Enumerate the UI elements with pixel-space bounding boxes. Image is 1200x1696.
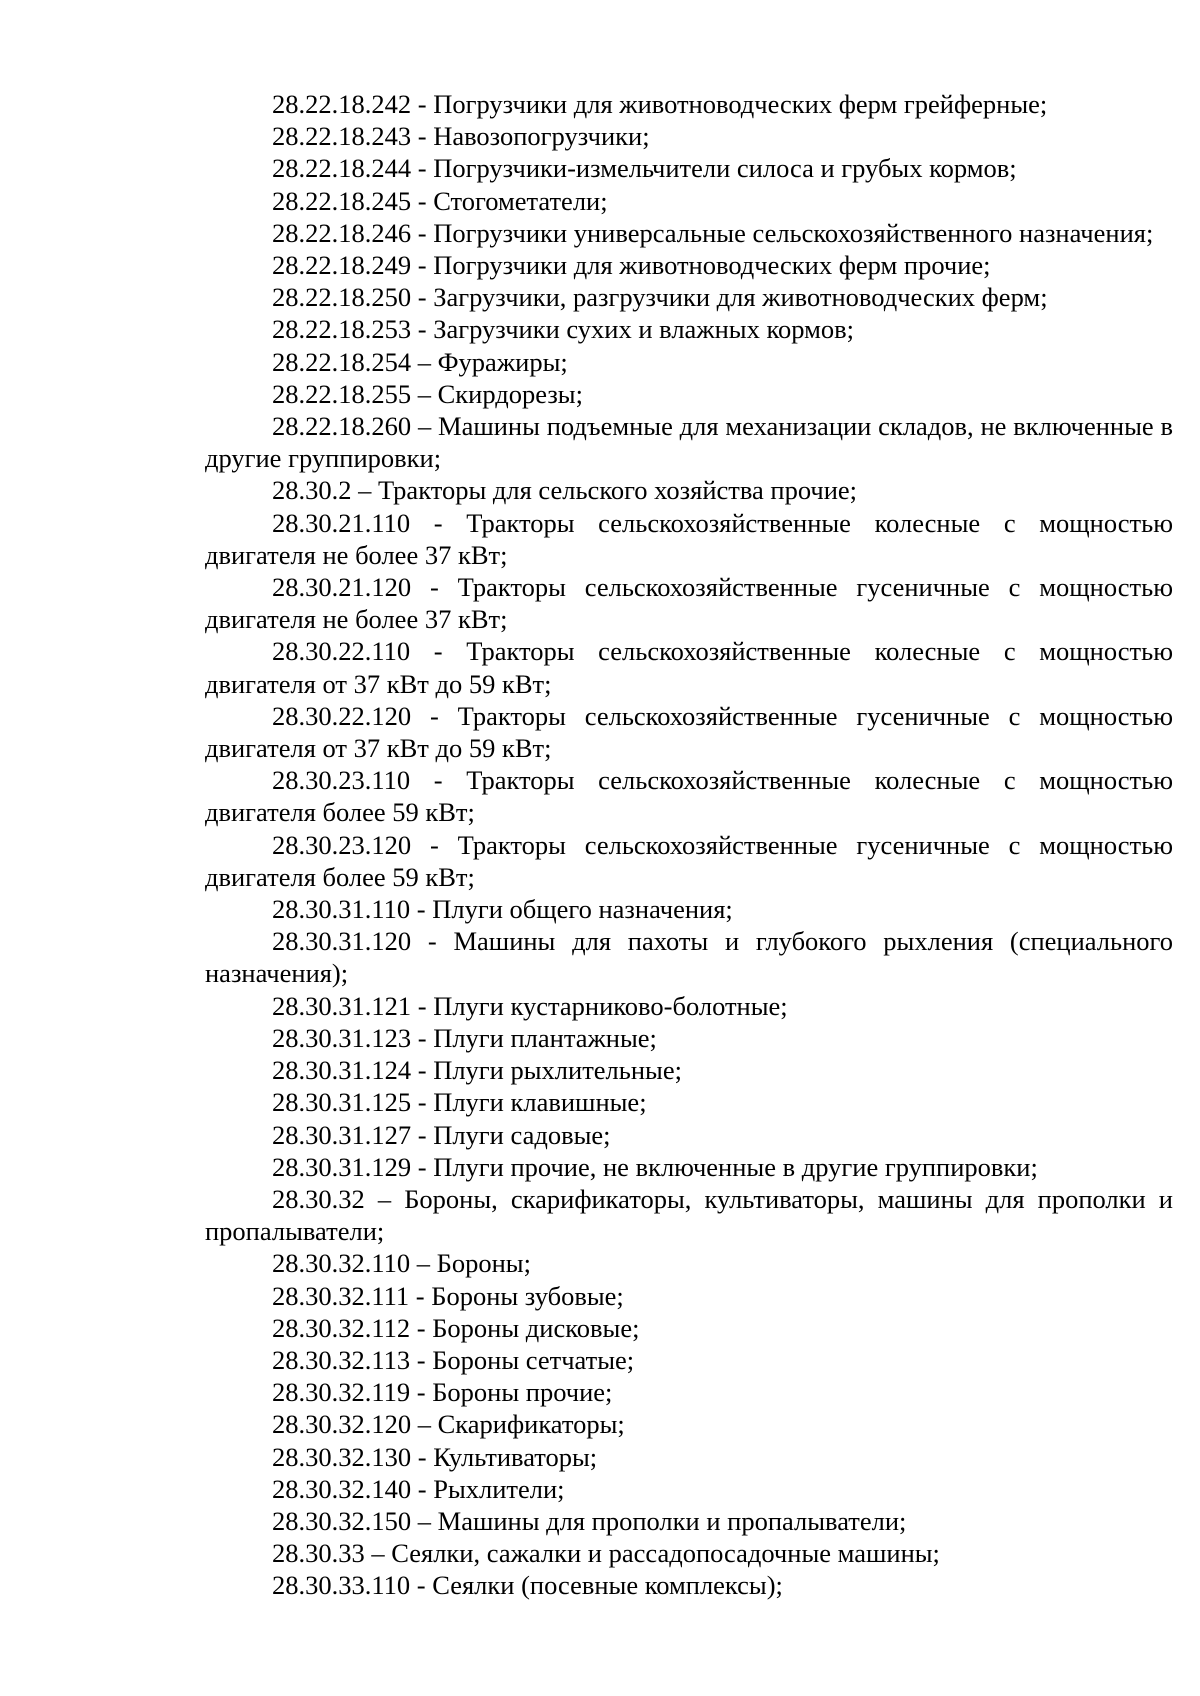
list-item: 28.22.18.250 - Загрузчики, разгрузчики для животноводческих ферм; [272, 282, 1048, 313]
list-item: 28.30.22.110 - Тракторы сельскохозяйственные колесные с мощностью двигателя от 37 кВт до 59 кВт; [205, 636, 1173, 699]
list-item: 28.30.22.120 - Тракторы сельскохозяйственные гусеничные с мощностью двигателя от 37 кВт до 59 кВт; [205, 700, 1173, 764]
list-item: 28.30.31.127 - Плуги садовые; [272, 1119, 611, 1150]
list-item: 28.22.18.249 - Погрузчики для животноводческих ферм прочие; [272, 250, 991, 281]
list-item: 28.30.32.113 - Бороны сетчатые; [272, 1344, 635, 1375]
list-item: 28.22.18.242 - Погрузчики для животноводческих ферм грейферные; [272, 89, 1048, 119]
list-item: 28.30.32.119 - Бороны прочие; [272, 1377, 613, 1408]
list-item: 28.30.32.130 - Культиваторы; [272, 1441, 598, 1472]
list-item: 28.30.23.110 - Тракторы сельскохозяйственные колесные с мощностью двигателя более 59 кВт; [205, 765, 1173, 828]
list-item: 28.30.32.140 - Рыхлители; [272, 1473, 565, 1504]
list-item: 28.22.18.254 – Фуражиры; [272, 346, 568, 377]
list-item: 28.22.18.253 - Загрузчики сухих и влажных кормов; [272, 314, 855, 345]
list-item: 28.30.33 – Сеялки, сажалки и рассадопосадочные машины; [272, 1538, 940, 1569]
list-item: 28.30.32.111 - Бороны зубовые; [272, 1280, 624, 1311]
list-item: 28.30.31.124 - Плуги рыхлительные; [272, 1055, 682, 1086]
document-page [205, 88, 1173, 1602]
list-item: 28.22.18.246 - Погрузчики универсальные сельскохозяйственного назначения; [272, 217, 1154, 248]
list-item: 28.22.18.255 – Скирдорезы; [272, 378, 583, 409]
list-item: 28.30.21.120 - Тракторы сельскохозяйственные гусеничные с мощностью двигателя не более 37 кВт; [205, 572, 1173, 635]
list-item: 28.30.33.110 - Сеялки (посевные комплексы); [272, 1570, 783, 1601]
list-item: 28.30.32.120 – Скарификаторы; [272, 1409, 625, 1440]
list-item: 28.22.18.260 – Машины подъемные для механизации складов, не включенные в другие группировки; [205, 411, 1173, 474]
list-item: 28.30.32.150 – Машины для прополки и пропалыватели; [272, 1505, 907, 1536]
list-item: 28.30.31.125 - Плуги клавишные; [272, 1087, 647, 1118]
list-item: 28.30.2 – Тракторы для сельского хозяйства прочие; [272, 475, 858, 506]
list-item: 28.22.18.244 - Погрузчики-измельчители силоса и грубых кормов; [272, 153, 1017, 184]
list-item: 28.30.32.110 – Бороны; [272, 1248, 531, 1279]
list-item: 28.30.32.112 - Бороны дисковые; [272, 1312, 640, 1343]
list-item: 28.30.31.121 - Плуги кустарниково-болотные; [272, 990, 788, 1021]
list-item: 28.22.18.245 - Стогометатели; [272, 185, 608, 216]
list-item: 28.30.31.123 - Плуги плантажные; [272, 1022, 657, 1053]
list-item: 28.30.31.110 - Плуги общего назначения; [272, 894, 733, 925]
list-item: 28.30.21.110 - Тракторы сельскохозяйственные колесные с мощностью двигателя не более 37 кВт; [205, 507, 1173, 570]
list-item: 28.30.31.120 - Машины для пахоты и глубокого рыхления (специального назначения); [205, 926, 1173, 989]
list-item: 28.30.32 – Бороны, скарификаторы, культиваторы, машины для прополки и пропалыватели; [205, 1183, 1173, 1247]
list-item: 28.30.23.120 - Тракторы сельскохозяйственные гусеничные с мощностью двигателя более 59 кВт; [205, 829, 1173, 892]
list-item: 28.30.31.129 - Плуги прочие, не включенные в другие группировки; [272, 1151, 1038, 1182]
list-item: 28.22.18.243 - Навозопогрузчики; [272, 121, 650, 152]
